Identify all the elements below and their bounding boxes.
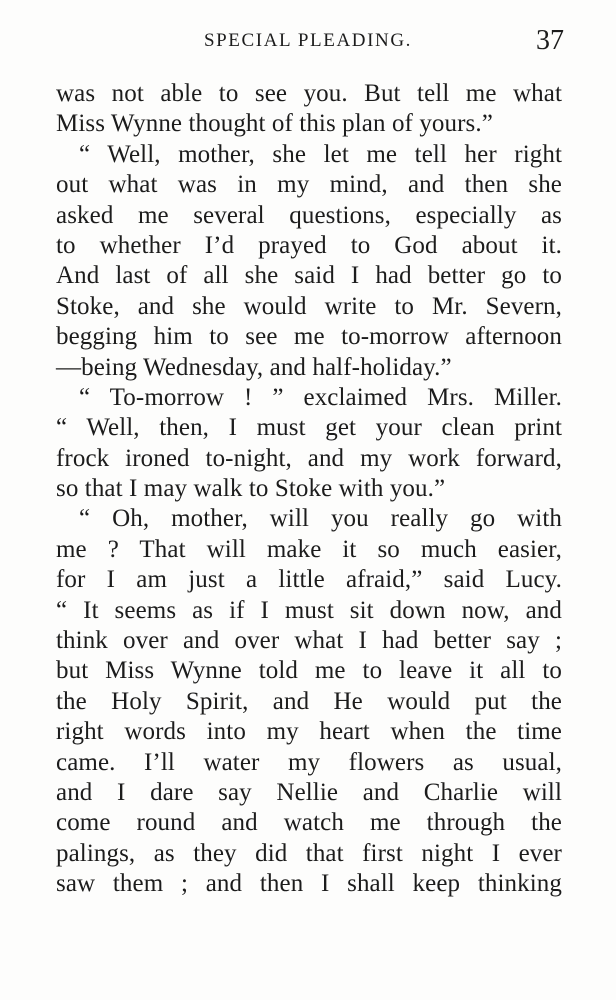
page-number: 37 xyxy=(536,25,564,56)
text-line: “ Well, then, I must get your clean print xyxy=(56,414,562,442)
text-line: but Miss Wynne told me to leave it all to xyxy=(56,657,562,685)
text-line: “ Well, mother, she let me tell her right xyxy=(79,140,562,168)
text-line: the Holy Spirit, and He would put the xyxy=(56,687,562,715)
text-line: Miss Wynne thought of this plan of yours.” xyxy=(56,110,493,138)
text-line: and I dare say Nellie and Charlie will xyxy=(56,778,562,806)
text-line: out what was in my mind, and then she xyxy=(56,171,562,199)
text-line: begging him to see me to-morrow afternoon xyxy=(56,323,562,351)
text-line: think over and over what I had better say ; xyxy=(56,627,562,655)
running-title: SPECIAL PLEADING. xyxy=(203,30,413,51)
text-line: And last of all she said I had better go to xyxy=(56,262,562,290)
text-line: come round and watch me through the xyxy=(56,809,562,837)
text-line: to whether I’d prayed to God about it. xyxy=(56,231,562,259)
text-line: “ It seems as if I must sit down now, and xyxy=(56,596,562,624)
text-line: came. I’ll water my flowers as usual, xyxy=(56,748,562,776)
text-line: frock ironed to-night, and my work forward, xyxy=(56,444,562,472)
body-text xyxy=(56,79,562,900)
text-line: me ? That will make it so much easier, xyxy=(56,535,562,563)
text-line: was not able to see you. But tell me what xyxy=(56,80,562,107)
text-line: palings, as they did that first night I ever xyxy=(56,839,562,867)
text-line: right words into my heart when the time xyxy=(56,718,562,746)
text-line: saw them ; and then I shall keep thinking xyxy=(56,870,562,898)
text-line: Stoke, and she would write to Mr. Severn, xyxy=(56,292,562,320)
text-line: asked me several questions, especially as xyxy=(56,201,562,229)
text-line: “ Oh, mother, will you really go with xyxy=(79,505,562,533)
running-header xyxy=(52,25,564,64)
text-line: “ To-morrow ! ” exclaimed Mrs. Miller. xyxy=(79,383,562,411)
text-line: so that I may walk to Stoke with you.” xyxy=(56,475,446,503)
text-line: for I am just a little afraid,” said Lucy. xyxy=(56,566,562,594)
text-line: —being Wednesday, and half-holiday.” xyxy=(56,353,452,381)
